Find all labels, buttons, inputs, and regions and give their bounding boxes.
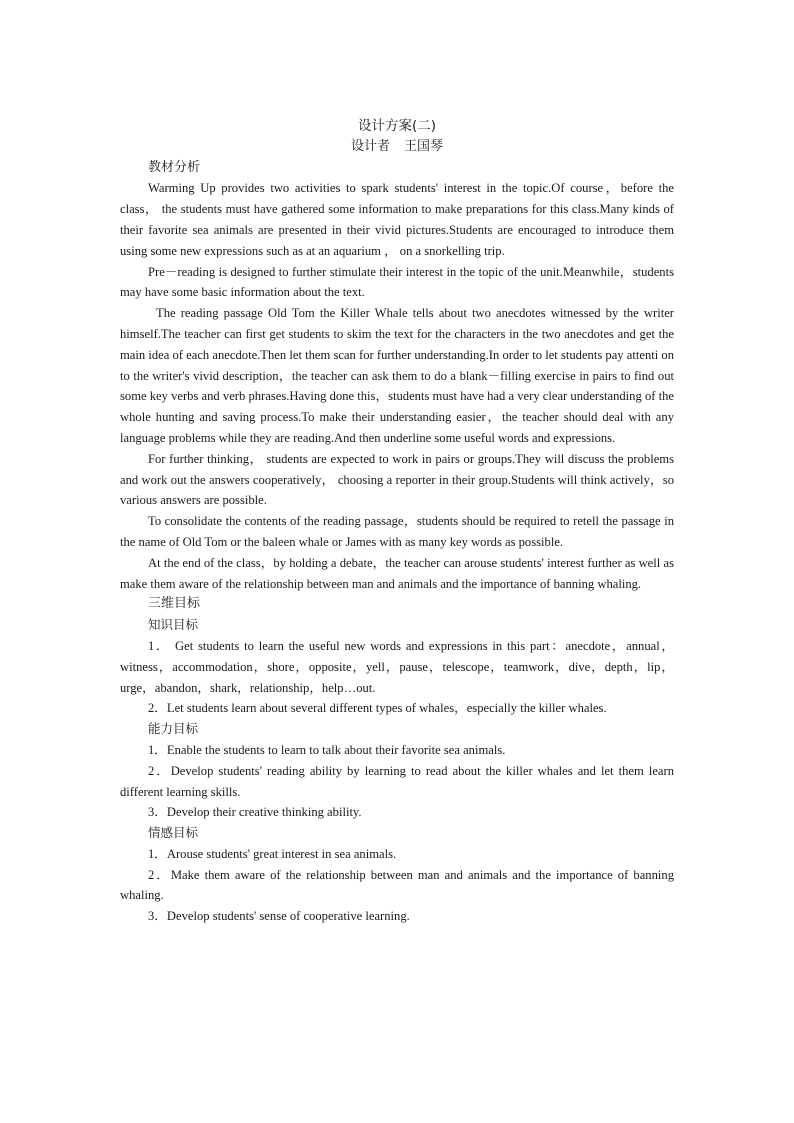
ability-list <box>120 740 674 823</box>
paragraph-pre-reading: Pre－reading is designed to further stimulate their interest in the topic of the unit.Meanwhile，students may have some basic information about the text. <box>120 264 674 300</box>
subheading-knowledge: 知识目标 <box>148 617 199 633</box>
list-item: 2．Make them aware of the relationship between man and animals and the importance of banning whaling. <box>120 867 674 903</box>
list-item: 2．Let students learn about several different types of whales，especially the killer whales. <box>148 701 607 716</box>
paragraph-warming-up: Warming Up provides two activities to spark students' interest in the topic.Of course，before the class， the students must have gathered some information to make preparations for this class.Many kinds of their favorite sea animals are presented in their vivid pictures.Students are encouraged to introduce them using some new expressions such as at an aquarium ， on a snorkelling trip. <box>120 181 674 258</box>
paragraph-consolidate: To consolidate the contents of the reading passage，students should be required to retell the passage in the name of Old Tom or the baleen whale or James with as many key words as possible. <box>120 514 674 549</box>
list-item: 1．Enable the students to learn to talk about their favorite sea animals. <box>148 742 506 757</box>
knowledge-list <box>120 636 674 719</box>
paragraph-further-thinking: For further thinking， students are expected to work in pairs or groups.They will discuss the problems and work out the answers cooperatively， choosing a reporter in their group.Students will think actively，so various answers are possible. <box>120 451 674 508</box>
subheading-ability: 能力目标 <box>148 721 199 737</box>
author-line <box>120 137 674 158</box>
document-title: 设计方案(二) <box>357 118 437 134</box>
list-item: 2．Develop students' reading ability by learning to read about the killer whales and let them learn different learning skills. <box>120 763 674 799</box>
author-label: 设计者 <box>350 138 390 154</box>
list-item: 3．Develop students' sense of cooperative learning. <box>148 909 410 924</box>
subheading-emotion: 情感目标 <box>148 825 199 841</box>
paragraph-reading-passage: The reading passage Old Tom the Killer Whale tells about two anecdotes witnessed by the writer himself.The teacher can first get students to skim the text for the characters in the two anecdotes and get the main idea of each anecdote.Then let them scan for further understanding.In order to let students pay attenti on to the writer's vivid description，the teacher can ask them to do a blank－filling exercise in pairs to find out some key verbs and verb phrases.Having done this，students must have had a very clear understanding of the whole hunting and saving process.To make their understanding easier，the teacher should deal with any language problems while they are reading.And then underline some useful words and expressions. <box>120 306 674 445</box>
list-item: 1． Get students to learn the useful new words and expressions in this part：anecdote，annual，witness，accommodation，shore，opposite，yell，pause，telescope，teamwork，dive，depth，lip，urge，abandon，shark，relationship，help…out. <box>120 638 674 695</box>
section-heading-objectives: 三维目标 <box>148 596 201 612</box>
section-heading-textbook-analysis: 教材分析 <box>148 159 201 175</box>
list-item: 1．Arouse students' great interest in sea animals. <box>148 846 397 861</box>
paragraph-end-of-class: At the end of the class，by holding a debate，the teacher can arouse students' interest further as well as make them aware of the relationship between man and animals and the importance of banning whaling. <box>120 555 674 591</box>
author-name: 王国琴 <box>404 138 444 154</box>
list-item: 3．Develop their creative thinking ability. <box>148 805 362 820</box>
emotion-list <box>120 844 674 927</box>
document-body <box>120 116 674 927</box>
